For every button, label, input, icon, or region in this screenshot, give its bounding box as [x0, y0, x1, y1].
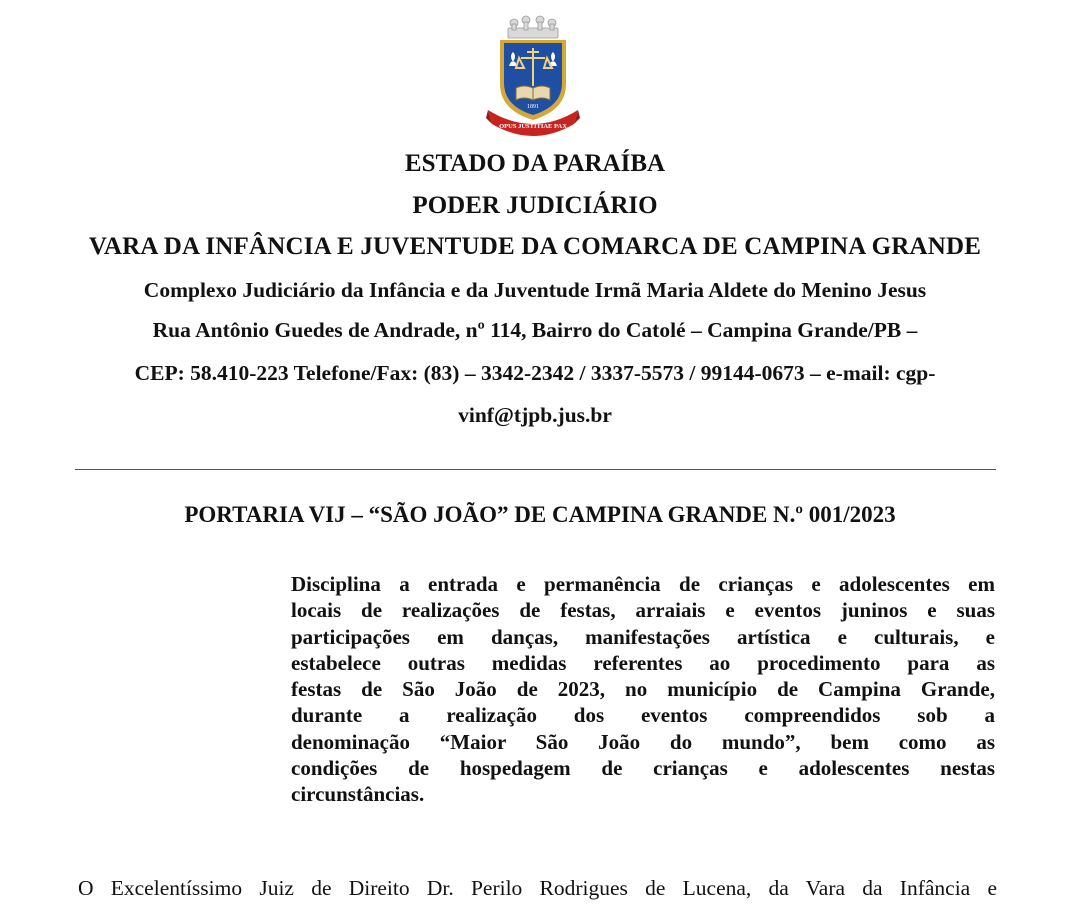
header-address: Rua Antônio Guedes de Andrade, nº 114, Bairro do Catolé – Campina Grande/PB – [152, 318, 918, 342]
header-email: vinf@tjpb.jus.br [458, 403, 612, 427]
ementa-line: estabelece outras medidas referentes ao procedimento para as [291, 650, 995, 675]
ementa-line: locais de realizações de festas, arraiais e eventos juninos e suas [291, 598, 995, 623]
ementa-line: denominação “Maior São João do mundo”, bem como as [291, 729, 995, 754]
header-court-name: VARA DA INFÂNCIA E JUVENTUDE DA COMARCA DE CAMPINA GRANDE [88, 233, 982, 260]
header-divider [75, 469, 996, 470]
header-contact: CEP: 58.410-223 Telefone/Fax: (83) – 3342-2342 / 3337-5573 / 99144-0673 – e-mail: cgp- [134, 361, 936, 385]
crest-year: 1891 [527, 104, 539, 110]
header-state: ESTADO DA PARAÍBA [404, 150, 666, 177]
tjpb-coat-of-arms [486, 14, 580, 136]
ementa-block [291, 571, 995, 808]
ementa-line: condições de hospedagem de crianças e adolescentes nestas [291, 756, 995, 781]
portaria-title: PORTARIA VIJ – “SÃO JOÃO” DE CAMPINA GRANDE N.º 001/2023 [184, 502, 896, 527]
ementa-line: Disciplina a entrada e permanência de crianças e adolescentes em [291, 572, 995, 596]
header-complex: Complexo Judiciário da Infância e da Juventude Irmã Maria Aldete do Menino Jesus [143, 278, 927, 302]
header-judicial-power: PODER JUDICIÁRIO [412, 192, 658, 219]
crest-motto: OPUS JUSTITIAE PAX [499, 123, 567, 130]
coat-of-arms-icon [486, 14, 580, 136]
ementa-line: durante a realização dos eventos compreendidos sob a [291, 703, 995, 728]
body-paragraph-line: O Excelentíssimo Juiz de Direito Dr. Perilo Rodrigues de Lucena, da Vara da Infância e [78, 876, 997, 900]
ementa-line: circunstâncias. [291, 782, 425, 807]
ementa-line: participações em danças, manifestações artística e culturais, e [291, 624, 995, 649]
ementa-line: festas de São João de 2023, no município de Campina Grande, [291, 677, 995, 702]
